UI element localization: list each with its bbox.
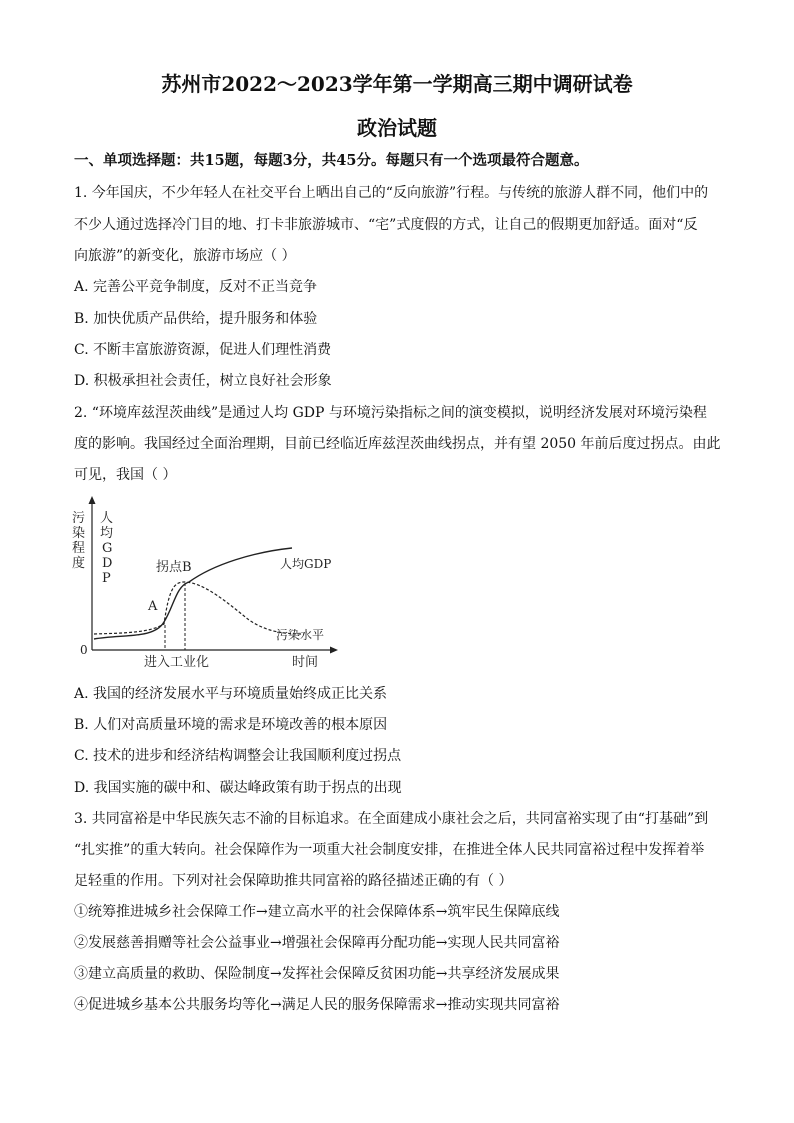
q2-stem-line: 度的影响。我国经过全面治理期，目前已经临近库兹涅茨曲线拐点，并有望 2050 年前后度过拐点。由此 [74, 436, 721, 452]
q3-stem-line: 3. 共同富裕是中华民族矢志不渝的目标追求。在全面建成小康社会之后，共同富裕实现了由“打基础”到 [74, 811, 709, 827]
q1-option-d: D. 积极承担社会责任，树立良好社会形象 [74, 373, 332, 389]
q2-stem-line: 可见，我国（ ） [74, 467, 177, 483]
q2-stem-line: 2. “环境库兹涅茨曲线”是通过人均 GDP 与环境污染指标之间的演变模拟，说明经济发展对环境污染程 [74, 405, 707, 421]
q1-option-b: B. 加快优质产品供给，提升服务和体验 [74, 311, 318, 327]
origin-label: 0 [80, 643, 88, 657]
q1-option-c: C. 不断丰富旅游资源，促进人们理性消费 [74, 342, 332, 358]
q1-stem-line: 1. 今年国庆，不少年轻人在社交平台上晒出自己的“反向旅游”行程。与传统的旅游人群不同，他们中的 [74, 185, 709, 201]
q3-item-3: ③建立高质量的救助、保险制度→发挥社会保障反贫困功能→共享经济发展成果 [74, 966, 560, 982]
turning-point-b-label: 拐点B [156, 560, 192, 575]
gdp-curve-label: 人均GDP [280, 557, 332, 571]
q1-stem-line: 不少人通过选择冷门目的地、打卡非旅游城市、“宅”式度假的方式，让自己的假期更加舒适。面对“反 [74, 217, 698, 233]
q2-option-d: D. 我国实施的碳中和、碳达峰政策有助于拐点的出现 [74, 780, 402, 796]
q3-item-4: ④促进城乡基本公共服务均等化→满足人民的服务保障需求→推动实现共同富裕 [74, 997, 560, 1013]
q3-stem-line: 足轻重的作用。下列对社会保障助推共同富裕的路径描述正确的有（ ） [74, 873, 513, 889]
exam-title: 苏州市2022～2023学年第一学期高三期中调研试卷 [161, 72, 633, 96]
q1-option-a: A. 完善公平竞争制度，反对不正当竞争 [74, 279, 318, 295]
kuznets-curve-figure [64, 494, 344, 672]
y-label-pollution: 污染程度 [72, 511, 86, 571]
pollution-curve-label: 污染水平 [276, 628, 325, 642]
q2-option-c: C. 技术的进步和经济结构调整会让我国顺利度过拐点 [74, 748, 402, 764]
pollution-curve [94, 582, 304, 634]
q1-stem-line: 向旅游”的新变化，旅游市场应（ ） [74, 248, 296, 264]
x-axis-label: 时间 [292, 655, 319, 670]
point-a-label: A [148, 599, 158, 614]
x-axis-arrow [330, 647, 338, 654]
q3-item-1: ①统筹推进城乡社会保障工作→建立高水平的社会保障体系→筑牢民生保障底线 [74, 904, 560, 920]
y-label-gdp: 人均 G D P [100, 511, 114, 586]
gdp-curve [94, 548, 292, 639]
q2-option-b: B. 人们对高质量环境的需求是环境改善的根本原因 [74, 717, 388, 733]
q3-stem-line: “扎实推”的重大转向。社会保障作为一项重大社会制度安排，在推进全体人民共同富裕过程中发挥着举 [74, 842, 705, 858]
section-heading: 一、单项选择题：共15题，每题3分，共45分。每题只有一个选项最符合题意。 [74, 152, 589, 169]
q3-item-2: ②发展慈善捐赠等社会公益事业→增强社会保障再分配功能→实现人民共同富裕 [74, 935, 560, 951]
y-axis-arrow [89, 496, 96, 504]
q2-option-a: A. 我国的经济发展水平与环境质量始终成正比关系 [74, 686, 388, 702]
industrialization-label: 进入工业化 [144, 655, 210, 670]
exam-subtitle: 政治试题 [357, 116, 437, 140]
